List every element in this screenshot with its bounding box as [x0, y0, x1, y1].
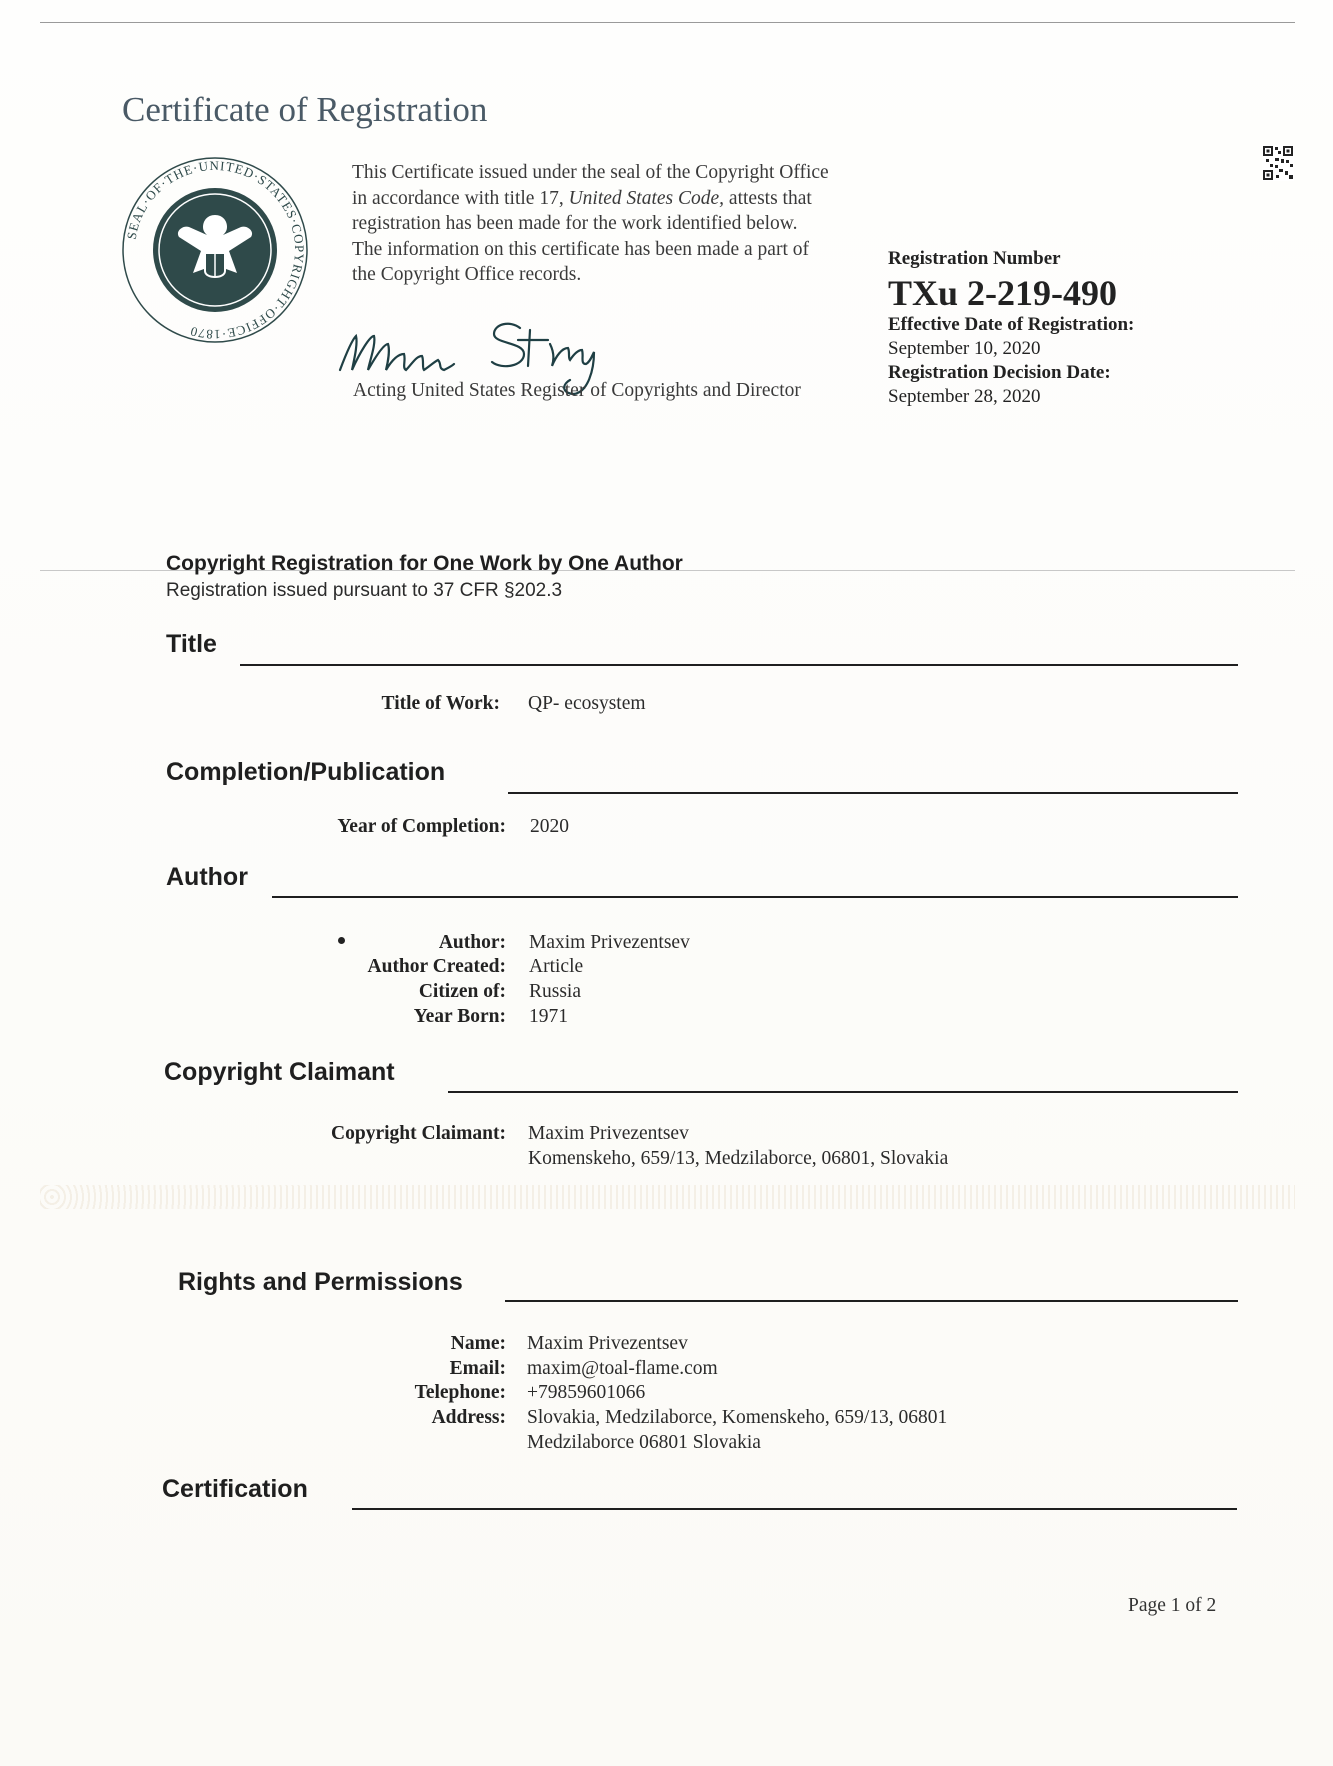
- field-value: QP- ecosystem: [528, 693, 646, 714]
- top-rule: [40, 22, 1295, 23]
- field-label: Citizen of:: [418, 981, 506, 1002]
- section-heading-certification: Certification: [162, 1475, 308, 1503]
- section-heading-rights: Rights and Permissions: [178, 1268, 463, 1296]
- section-rule: [448, 1091, 1238, 1093]
- field-label: Year of Completion:: [337, 816, 506, 837]
- field-value-address: Komenskeho, 659/13, Medzilaborce, 06801, Slovakia: [528, 1148, 949, 1169]
- registration-info: [888, 247, 1308, 409]
- field-value: Maxim Privezentsev: [527, 1333, 688, 1354]
- seal-text: SEAL·OF·THE·UNITED·STATES·COPYRIGHT·OFFICE·1870: [123, 157, 308, 343]
- field-value-address: Slovakia, Medzilaborce, Komenskeho, 659/13, 06801: [527, 1407, 948, 1428]
- effective-date-label: Effective Date of Registration:: [888, 314, 1135, 335]
- field-value: Article: [529, 956, 584, 977]
- field-label: Address:: [431, 1407, 506, 1428]
- decision-date-label: Registration Decision Date:: [888, 362, 1111, 383]
- register-signature: [330, 300, 670, 420]
- field-value: 1971: [529, 1006, 568, 1027]
- registration-number-label: Registration Number: [888, 248, 1061, 269]
- signature-caption: Acting United States Register of Copyrights and Director: [353, 380, 801, 401]
- field-label: Telephone:: [414, 1382, 506, 1403]
- field-value: 2020: [530, 816, 569, 837]
- field-label: Email:: [449, 1358, 506, 1379]
- field-value: Maxim Privezentsev: [529, 932, 690, 953]
- security-pattern: [40, 1185, 1295, 1209]
- section-rule: [505, 1300, 1238, 1302]
- section-heading-completion: Completion/Publication: [166, 758, 446, 786]
- section-rule: [352, 1508, 1237, 1510]
- form-heading: Copyright Registration for One Work by One Author: [166, 552, 683, 575]
- certificate-title: Certificate of Registration: [122, 90, 488, 129]
- qr-code-icon: [1262, 145, 1294, 181]
- field-value: Russia: [529, 981, 582, 1002]
- field-label: Title of Work:: [381, 693, 500, 714]
- field-value-address-line2: Medzilaborce 06801 Slovakia: [527, 1432, 761, 1453]
- effective-date: September 10, 2020: [888, 338, 1041, 359]
- field-label: Author:: [438, 932, 506, 953]
- page-number: Page 1 of 2: [1128, 1595, 1217, 1616]
- field-value: Maxim Privezentsev: [528, 1123, 689, 1144]
- field-value-phone: +79859601066: [527, 1382, 646, 1403]
- section-heading-claimant: Copyright Claimant: [164, 1058, 395, 1086]
- field-value-email: maxim@toal-flame.com: [527, 1358, 718, 1379]
- field-label: Year Born:: [413, 1006, 506, 1027]
- field-label: Name:: [450, 1333, 506, 1354]
- decision-date: September 28, 2020: [888, 386, 1041, 407]
- field-label: Author Created:: [367, 956, 506, 977]
- field-label: Copyright Claimant:: [331, 1123, 506, 1144]
- section-heading-author: Author: [166, 863, 248, 891]
- section-heading-title: Title: [166, 630, 217, 658]
- section-rule: [508, 792, 1238, 794]
- registration-number: TXu 2-219-490: [888, 273, 1118, 313]
- form-subheading: Registration issued pursuant to 37 CFR §202.3: [166, 580, 563, 601]
- certificate-intro: This Certificate issued under the seal of the Copyright Office in accordance with title 17, United States Code, attests that registration has been made for the work identified below. The information on this certificate has been made a part of the Copyright Office records.: [352, 162, 829, 285]
- copyright-office-seal: [120, 155, 310, 345]
- section-rule: [240, 664, 1238, 666]
- section-rule: [272, 896, 1238, 898]
